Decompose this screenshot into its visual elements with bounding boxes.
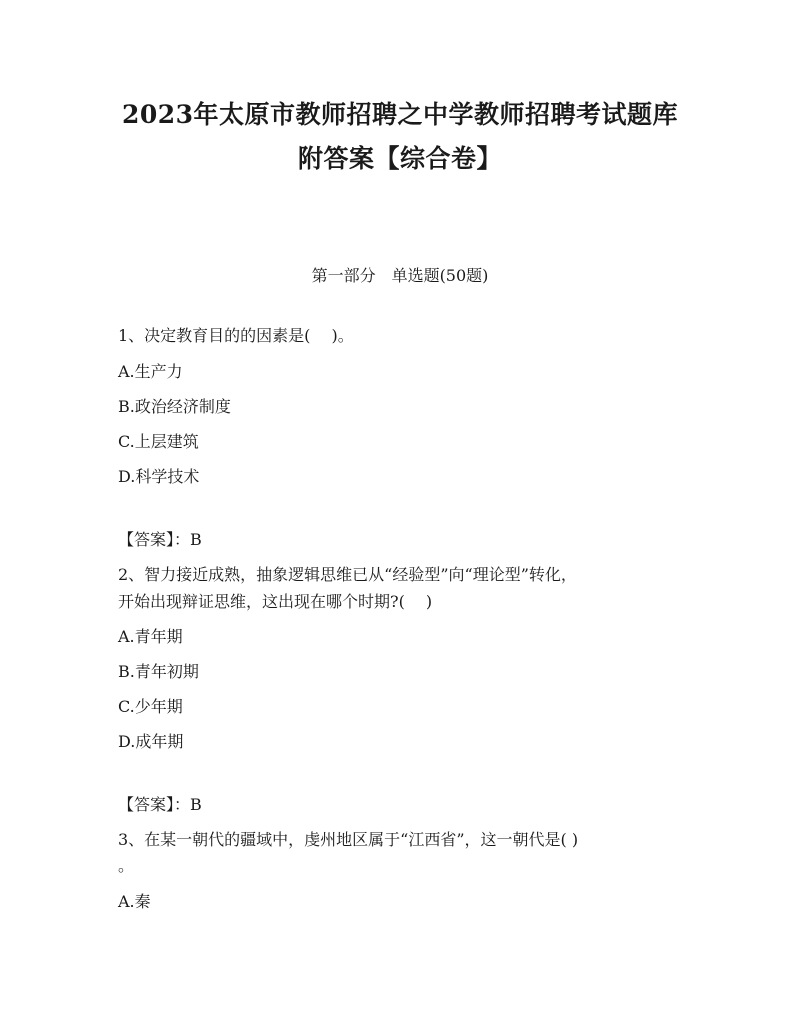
question-1-option-d: D.科学技术 [118,467,200,486]
section-heading: 第一部分 单选题(50题) [311,266,489,285]
document-title-line1: 2023年太原市教师招聘之中学教师招聘考试题库 [121,100,679,129]
question-1-answer: 【答案】：B [118,530,202,549]
question-2-option-b: B.青年初期 [118,662,199,681]
question-1-stem: 1、决定教育目的的因素是( )。 [118,326,354,345]
question-3-stem-line1: 3、在某一朝代的疆域中，虔州地区属于“江西省”，这一朝代是( ) [118,830,579,849]
question-2-option-a: A.青年期 [118,627,183,646]
question-1-option-a: A.生产力 [118,362,183,381]
question-2-stem-line2: 开始出现辩证思维，这出现在哪个时期?( ) [118,592,433,611]
question-2-stem-line1: 2、智力接近成熟，抽象逻辑思维已从“经验型”向“理论型”转化， [118,565,577,584]
question-1-option-c: C.上层建筑 [118,432,199,451]
document-title-line2: 附答案【综合卷】 [297,144,502,173]
question-1-option-b: B.政治经济制度 [118,397,231,416]
question-2-option-c: C.少年期 [118,697,183,716]
question-2-option-d: D.成年期 [118,732,184,751]
question-3-stem-line2: 。 [118,856,135,875]
question-3-option-a: A.秦 [118,892,151,911]
question-2-answer: 【答案】：B [118,795,202,814]
